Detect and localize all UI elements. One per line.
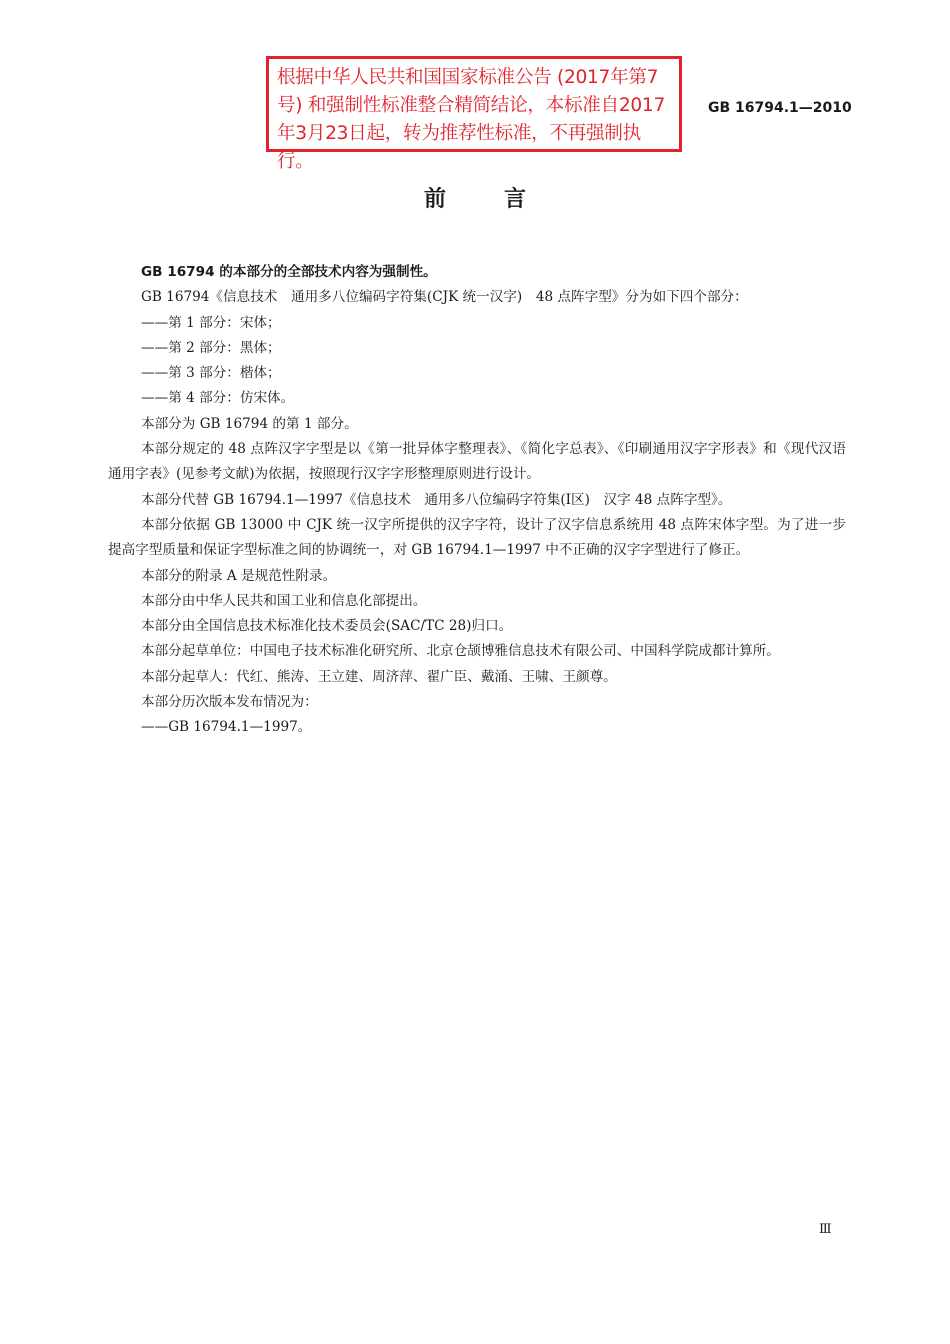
paragraph: 本部分由中华人民共和国工业和信息化部提出。: [141, 592, 427, 609]
list-item: ——第 4 部分：仿宋体。: [141, 390, 295, 407]
list-item: ——第 3 部分：楷体；: [141, 365, 281, 382]
abolition-notice-stamp: [266, 56, 682, 172]
paragraph: 本部分规定的 48 点阵汉字字型是以《第一批异体字整理表》、《简化字总表》、《印刷通用汉字字形表》和《现代汉语通用字表》(见参考文献)为依据，按照现行汉字字形整理原则进行设计。: [108, 441, 846, 483]
list-item: ——第 1 部分：宋体；: [141, 314, 281, 331]
paragraph: 本部分历次版本发布情况为：: [141, 694, 318, 711]
foreword-body: [108, 260, 846, 741]
paragraph: 本部分代替 GB 16794.1—1997《信息技术 通用多八位编码字符集(Ⅰ区) 汉字 48 点阵字型》。: [141, 491, 732, 508]
paragraph: GB 16794《信息技术 通用多八位编码字符集(CJK 统一汉字) 48 点阵字型》分为如下四个部分：: [141, 289, 748, 306]
paragraph: 本部分依据 GB 13000 中 CJK 统一汉字所提供的汉字字符，设计了汉字信息系统用 48 点阵宋体字型。为了进一步提高字型质量和保证字型标准之间的协调统一，对 GB 16794.1—1997 中不正确的汉字字型进行了修正。: [108, 516, 846, 559]
page-number: Ⅲ: [819, 1222, 832, 1237]
paragraph: 本部分的附录 A 是规范性附录。: [141, 567, 337, 584]
paragraph: 本部分为 GB 16794 的第 1 部分。: [141, 415, 358, 432]
abolition-notice-text: 根据中华人民共和国国家标准公告 (2017年第7号) 和强制性标准整合精简结论，本标准自2017年3月23日起，转为推荐性标准，不再强制执行。: [277, 67, 665, 172]
paragraph: 本部分由全国信息技术标准化技术委员会(SAC/TC 28)归口。: [141, 618, 513, 635]
standard-number: GB 16794.1—2010: [708, 100, 852, 116]
list-item: ——第 2 部分：黑体；: [141, 339, 281, 356]
page-title: 前言: [423, 187, 584, 212]
paragraph: GB 16794 的本部分的全部技术内容为强制性。: [141, 264, 437, 280]
list-item: ——GB 16794.1—1997。: [141, 719, 312, 736]
paragraph: 本部分起草人：代红、熊涛、王立建、周济萍、翟广臣、戴涌、王啸、王颜尊。: [141, 668, 617, 685]
paragraph: 本部分起草单位：中国电子技术标准化研究所、北京仓颉博雅信息技术有限公司、中国科学院成都计算所。: [141, 643, 780, 660]
